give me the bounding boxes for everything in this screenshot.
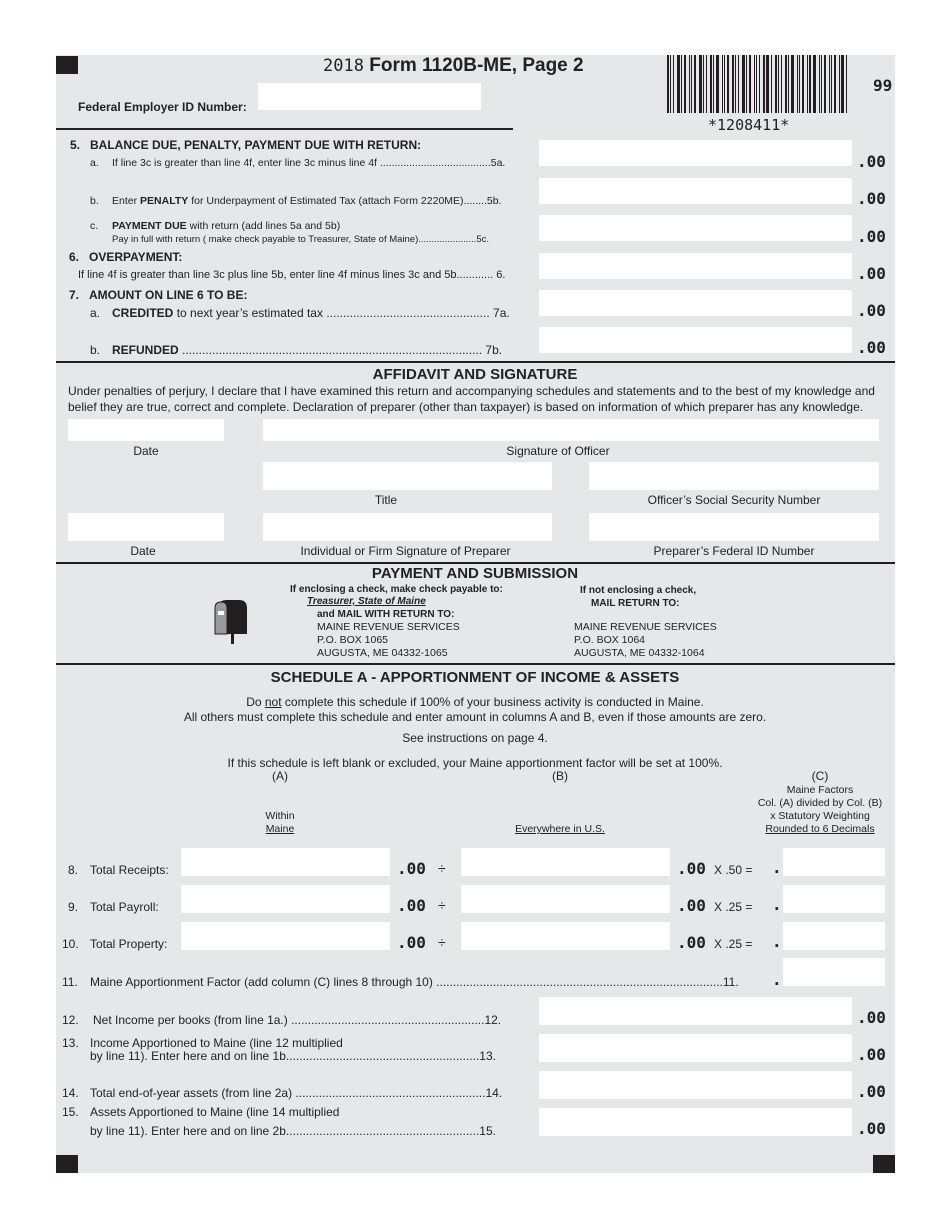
instr1-pre: Do: [246, 695, 262, 709]
barcode-bar: [749, 55, 751, 113]
affidavit-text-2: belief they are true, correct and complete. Declaration of preparer (other than taxpayer) is based on information of which preparer has any knowledge.: [68, 400, 864, 414]
fein-input[interactable]: [258, 83, 481, 110]
schedule-a-title: SCHEDULE A - APPORTIONMENT OF INCOME & ASSETS: [270, 669, 680, 686]
line11-num: 11.: [62, 975, 78, 989]
officer-signature-label: Signature of Officer: [506, 444, 610, 458]
barcode-bar: [754, 55, 755, 113]
page-code: 99: [873, 76, 893, 95]
date-input[interactable]: [68, 419, 224, 441]
line5c-post: with return (add lines 5a and 5b): [189, 220, 341, 232]
line7a-letter: a.: [90, 306, 101, 320]
page-title: [323, 55, 584, 77]
line10-divide: ÷: [438, 934, 446, 950]
check-mail: and MAIL WITH RETURN TO:: [317, 609, 455, 620]
barcode-bar: [694, 55, 696, 113]
check-payee: Treasurer, State of Maine: [307, 596, 426, 607]
line8-col-a-cents: .00: [397, 859, 426, 878]
line8-divide: ÷: [438, 860, 446, 876]
barcode-bar: [821, 55, 822, 113]
line5a-input[interactable]: [539, 140, 852, 166]
line5c-bold: PAYMENT DUE: [112, 220, 187, 232]
barcode-bar: [684, 55, 686, 113]
line13-num: 13.: [62, 1036, 79, 1050]
line10-col-c-dot: .: [772, 932, 782, 951]
line7-title: AMOUNT ON LINE 6 TO BE:: [89, 288, 248, 302]
barcode-bar: [756, 55, 757, 113]
col-b-label: Everywhere in U.S.: [515, 823, 605, 835]
line9-col-c-dot: .: [772, 895, 782, 914]
officer-signature-input[interactable]: [263, 419, 879, 441]
barcode-bar: [738, 55, 739, 113]
line5b-letter: b.: [90, 195, 99, 207]
divider: [56, 562, 895, 564]
barcode-bar: [802, 55, 804, 113]
barcode-bar: [831, 55, 832, 113]
line13-cents: .00: [857, 1045, 886, 1064]
line9-col-b-cents: .00: [677, 896, 706, 915]
officer-ssn-label: Officer’s Social Security Number: [647, 493, 821, 507]
barcode-bar: [746, 55, 747, 113]
line14-text: Total end-of-year assets (from line 2a) .........................................................14.: [90, 1086, 503, 1100]
preparer-id-input[interactable]: [589, 513, 879, 541]
line10-col-c-input[interactable]: [783, 922, 885, 950]
barcode-bar: [775, 55, 777, 113]
line12-input[interactable]: [539, 997, 852, 1025]
nocheck-addr-1: MAINE REVENUE SERVICES: [574, 621, 717, 633]
line5b-input[interactable]: [539, 178, 852, 204]
line14-cents: .00: [857, 1082, 886, 1101]
form-title: Form 1120B-ME, Page 2: [369, 55, 584, 76]
line6-text: If line 4f is greater than line 3c plus line 5b, enter line 4f minus lines 3c and 5b............ 6.: [78, 269, 506, 281]
line11-text: Maine Apportionment Factor (add column (C) lines 8 through 10) ......................................................................................11.: [90, 975, 739, 989]
preparer-date-input[interactable]: [68, 513, 224, 541]
check-line-1: If enclosing a check, make check payable to:: [290, 584, 503, 595]
line9-divide: ÷: [438, 897, 446, 913]
barcode-bar: [759, 55, 760, 113]
line9-col-a-input[interactable]: [181, 885, 390, 913]
barcode-bar: [673, 55, 674, 113]
barcode-bar: [809, 55, 811, 113]
line15-input[interactable]: [539, 1108, 852, 1136]
line8-num: 8.: [68, 863, 79, 877]
line5b-cents: .00: [857, 189, 886, 208]
barcode: [667, 55, 850, 113]
form-year: 2018: [323, 56, 364, 76]
line10-col-b-input[interactable]: [461, 922, 670, 950]
barcode-text: *1208411*: [708, 116, 790, 134]
preparer-signature-label: Individual or Firm Signature of Preparer: [300, 544, 511, 558]
barcode-bar: [722, 55, 723, 113]
schedule-instr-3: See instructions on page 4.: [402, 731, 548, 745]
line8-col-b-cents: .00: [677, 859, 706, 878]
line10-col-b-cents: .00: [677, 933, 706, 952]
check-addr-2: P.O. BOX 1065: [317, 634, 389, 646]
line10-col-a-cents: .00: [397, 933, 426, 952]
col-c-label-2: Col. (A) divided by Col. (B): [757, 797, 883, 809]
line12-text: Net Income per books (from line 1a.) ..........................................................12.: [93, 1013, 502, 1027]
barcode-bar: [735, 55, 736, 113]
barcode-bar: [724, 55, 725, 113]
barcode-bar: [778, 55, 779, 113]
line5b-bold: PENALTY: [140, 195, 189, 207]
line8-col-c-dot: .: [772, 858, 782, 877]
payment-title: PAYMENT AND SUBMISSION: [371, 565, 579, 582]
barcode-bar: [670, 55, 671, 113]
line5c-cents: .00: [857, 227, 886, 246]
line15-num: 15.: [62, 1105, 79, 1119]
line5a-letter: a.: [90, 157, 99, 169]
col-b-header: (B): [552, 769, 568, 783]
schedule-instr-2: All others must complete this schedule and enter amount in columns A and B, even if those amounts are zero.: [183, 710, 767, 724]
line7b-letter: b.: [90, 343, 101, 357]
line5b-text: [112, 195, 501, 207]
line8-label: Total Receipts:: [90, 863, 169, 877]
nocheck-addr-2: P.O. BOX 1064: [574, 634, 646, 646]
col-a-header: (A): [272, 769, 288, 783]
barcode-bar: [781, 55, 782, 113]
line9-col-a-cents: .00: [397, 896, 426, 915]
barcode-bar: [732, 55, 734, 113]
barcode-bar: [797, 55, 798, 113]
barcode-bar: [766, 55, 769, 113]
divider: [56, 663, 895, 665]
registration-mark: [56, 1155, 78, 1173]
barcode-bar: [846, 55, 847, 113]
registration-mark: [873, 1155, 895, 1173]
line11-input[interactable]: [783, 958, 885, 986]
line10-num: 10.: [62, 937, 79, 951]
line10-label: Total Property:: [90, 937, 168, 951]
preparer-date-label: Date: [130, 544, 156, 558]
preparer-id-label: Preparer’s Federal ID Number: [653, 544, 815, 558]
barcode-bar: [742, 55, 745, 113]
barcode-bar: [834, 55, 836, 113]
barcode-bar: [703, 55, 704, 113]
line6-num: 6.: [69, 250, 80, 264]
date-label: Date: [133, 444, 159, 458]
divider: [56, 361, 895, 363]
preparer-signature-input[interactable]: [263, 513, 552, 541]
barcode-bar: [713, 55, 714, 113]
line5c-text: [112, 220, 340, 232]
col-a-label-2: Maine: [265, 823, 295, 835]
line8-col-c-input[interactable]: [783, 848, 885, 876]
line14-num: 14.: [62, 1086, 79, 1100]
officer-ssn-input[interactable]: [589, 462, 879, 490]
divider: [56, 128, 513, 130]
barcode-bar: [689, 55, 690, 113]
barcode-bar: [841, 55, 844, 113]
line5a-cents: .00: [857, 152, 886, 171]
line6-input[interactable]: [539, 253, 852, 279]
barcode-bar: [807, 55, 808, 113]
barcode-bar: [785, 55, 787, 113]
line5b-pre: Enter: [112, 195, 138, 207]
line5c-line2: Pay in full with return ( make check payable to Treasurer, State of Maine)......................5c.: [112, 234, 489, 245]
registration-mark: [56, 56, 78, 74]
check-addr-3: AUGUSTA, ME 04332-1065: [317, 647, 448, 659]
line7b-bold: REFUNDED: [112, 343, 179, 357]
line15-text-2: by line 11). Enter here and on line 2b..........................................................15.: [90, 1124, 496, 1138]
instr1-underline: not: [264, 695, 282, 709]
barcode-bar: [771, 55, 772, 113]
mailbox-icon: [213, 598, 249, 644]
line8-col-b-input[interactable]: [461, 848, 670, 876]
line6-title: OVERPAYMENT:: [89, 250, 183, 264]
line5a-text: If line 3c is greater than line 4f, enter line 3c minus line 4f ......................................5a.: [112, 157, 506, 169]
line7a-bold: CREDITED: [112, 306, 174, 320]
barcode-bar: [839, 55, 840, 113]
line7a-text: [112, 306, 510, 320]
line5-title: BALANCE DUE, PENALTY, PAYMENT DUE WITH RETURN:: [90, 138, 422, 152]
barcode-bar: [829, 55, 830, 113]
title-input[interactable]: [263, 462, 552, 490]
line10-multiplier: X .25 =: [714, 937, 753, 951]
nocheck-line-1: If not enclosing a check,: [580, 585, 697, 596]
barcode-bar: [706, 55, 707, 113]
line13-text-1: Income Apportioned to Maine (line 12 multiplied: [90, 1036, 343, 1050]
line8-col-a-input[interactable]: [181, 848, 390, 876]
line6-cents: .00: [857, 264, 886, 283]
col-c-header: (C): [811, 769, 829, 783]
barcode-bar: [788, 55, 789, 113]
line9-col-c-input[interactable]: [783, 885, 885, 913]
line11-dot: .: [772, 970, 782, 989]
line9-col-b-input[interactable]: [461, 885, 670, 913]
line7a-post: to next year’s estimated tax ................................................. 7a.: [176, 306, 510, 320]
title-label: Title: [374, 493, 398, 507]
col-c-label-4: Rounded to 6 Decimals: [765, 823, 875, 835]
line7b-input[interactable]: [539, 327, 852, 353]
line12-num: 12.: [62, 1013, 79, 1027]
barcode-bar: [699, 55, 702, 113]
instr1-post: complete this schedule if 100% of your business activity is conducted in Maine.: [284, 695, 704, 709]
line7b-text: [112, 343, 502, 357]
line7b-post: .......................................................................................... 7b.: [182, 343, 503, 357]
line7-num: 7.: [69, 288, 80, 302]
barcode-bar: [727, 55, 729, 113]
line5c-input[interactable]: [539, 215, 852, 241]
barcode-bar: [819, 55, 820, 113]
line5-num: 5.: [70, 138, 81, 152]
line12-cents: .00: [857, 1008, 886, 1027]
check-addr-1: MAINE REVENUE SERVICES: [317, 621, 460, 633]
line9-label: Total Payroll:: [90, 900, 159, 914]
barcode-bar: [791, 55, 794, 113]
affidavit-text-1: Under penalties of perjury, I declare that I have examined this return and accompanying schedules and statements and to the best of my knowledge and: [68, 384, 875, 398]
barcode-bar: [691, 55, 692, 113]
line13-text-2: by line 11). Enter here and on line 1b..........................................................13.: [90, 1049, 496, 1063]
barcode-bar: [763, 55, 765, 113]
affidavit-title: AFFIDAVIT AND SIGNATURE: [372, 366, 578, 383]
barcode-bar: [710, 55, 712, 113]
barcode-bar: [677, 55, 680, 113]
col-c-label-3: x Statutory Weighting: [770, 810, 870, 822]
schedule-instr-4: If this schedule is left blank or excluded, your Maine apportionment factor will be set at 100%.: [227, 756, 723, 770]
barcode-bar: [813, 55, 816, 113]
line5c-letter: c.: [90, 220, 99, 232]
line7a-input[interactable]: [539, 290, 852, 316]
barcode-bar: [681, 55, 682, 113]
col-a-label-1: Within: [265, 810, 295, 822]
barcode-bar: [716, 55, 719, 113]
line14-input[interactable]: [539, 1071, 852, 1099]
barcode-bar: [667, 55, 669, 113]
barcode-bar: [824, 55, 826, 113]
line7a-cents: .00: [857, 301, 886, 320]
line5b-post: for Underpayment of Estimated Tax (attach Form 2220ME)........5b.: [191, 195, 502, 207]
line9-multiplier: X .25 =: [714, 900, 753, 914]
line7b-cents: .00: [857, 338, 886, 357]
nocheck-line-2: MAIL RETURN TO:: [591, 598, 680, 609]
col-c-label-1: Maine Factors: [786, 784, 854, 796]
nocheck-addr-3: AUGUSTA, ME 04332-1064: [574, 647, 705, 659]
line9-num: 9.: [68, 900, 79, 914]
schedule-instr-1: [0, 695, 950, 709]
fein-label: Federal Employer ID Number:: [78, 100, 247, 114]
line8-multiplier: X .50 =: [714, 863, 753, 877]
line10-col-a-input[interactable]: [181, 922, 390, 950]
line15-cents: .00: [857, 1119, 886, 1138]
line15-text-1: Assets Apportioned to Maine (line 14 multiplied: [90, 1105, 340, 1119]
line13-input[interactable]: [539, 1034, 852, 1062]
barcode-bar: [799, 55, 800, 113]
